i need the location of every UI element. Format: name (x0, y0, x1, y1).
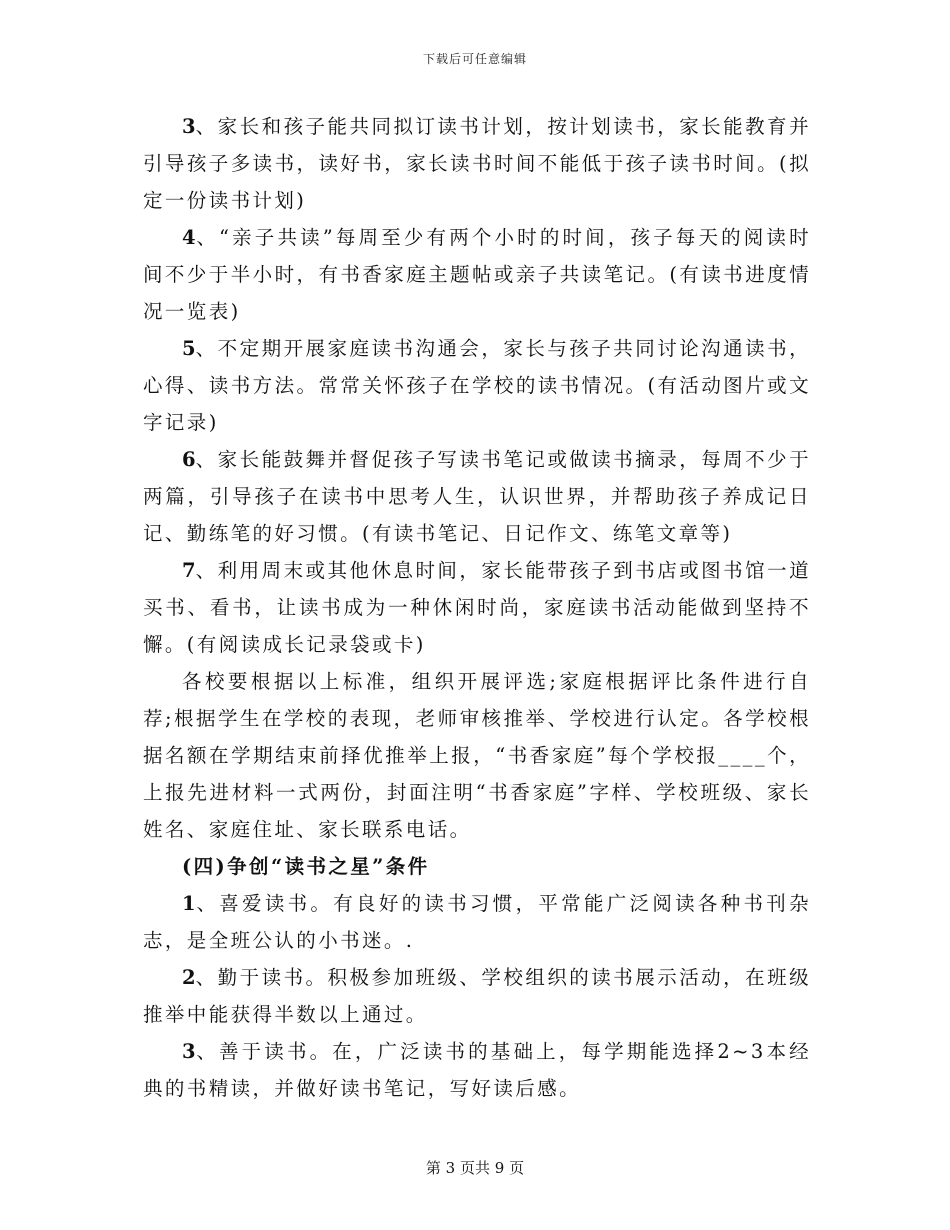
page-header-note: 下载后可任意编辑 (422, 52, 527, 66)
item-text: 、勤于读书。积极参加班级、学校组织的读书展示活动，在班级推举中能获得半数以上通过。 (143, 966, 811, 1026)
item-text: 、利用周末或其他休息时间，家长能带孩子到书店或图书馆一道买书、看书，让读书成为一种休闲时尚，家庭读书活动能做到坚持不懈。(有阅读成长记录袋或卡) (143, 559, 811, 656)
paragraph-item-3 (143, 108, 811, 219)
criteria-item-3 (143, 1033, 811, 1107)
page-number-footer: 第 3 页共 9 页 (425, 1159, 525, 1177)
paragraph-item-5 (143, 330, 811, 441)
item-text: 、善于读书。在，广泛读书的基础上，每学期能选择2~3本经典的书精读，并做好读书笔记，写好读后感。 (143, 1040, 811, 1100)
item-number: 4 (182, 226, 196, 249)
item-number: 5 (182, 337, 196, 360)
item-number: 1 (182, 892, 196, 915)
item-number: 2 (182, 966, 196, 989)
criteria-item-2 (143, 959, 811, 1033)
item-number: 3 (182, 115, 196, 138)
item-text: 、家长能鼓舞并督促孩子写读书笔记或做读书摘录，每周不少于两篇，引导孩子在读书中思考人生，认识世界，并帮助孩子养成记日记、勤练笔的好习惯。(有读书笔记、日记作文、练笔文章等) (143, 448, 811, 545)
item-text: 、不定期开展家庭读书沟通会，家长与孩子共同讨论沟通读书，心得、读书方法。常常关怀孩子在学校的读书情况。(有活动图片或文字记录) (143, 337, 811, 434)
item-text: 、家长和孩子能共同拟订读书计划，按计划读书，家长能教育并引导孩子多读书，读好书，家长读书时间不能低于孩子读书时间。(拟定一份读书计划) (143, 115, 811, 212)
paragraph-item-4 (143, 219, 811, 330)
item-number: 3 (182, 1040, 196, 1063)
paragraph-item-7 (143, 552, 811, 663)
summary-paragraph: 各校要根据以上标准，组织开展评选;家庭根据评比条件进行自荐;根据学生在学校的表现，老师审核推举、学校进行认定。各学校根据名额在学期结束前择优推举上报，“书香家庭”每个学校报____个，上报先进材料一式两份，封面注明“书香家庭”字样、学校班级、家长姓名、家庭住址、家长联系电话。 (143, 670, 811, 841)
item-text: 、喜爱读书。有良好的读书习惯，平常能广泛阅读各种书刊杂志，是全班公认的小书迷。. (143, 892, 811, 952)
item-number: 6 (182, 448, 196, 471)
document-body (143, 108, 811, 1107)
item-text: 、“亲子共读”每周至少有两个小时的时间，孩子每天的阅读时间不少于半小时，有书香家庭主题帖或亲子共读笔记。(有读书进度情况一览表) (143, 226, 811, 323)
paragraph-item-6 (143, 441, 811, 552)
item-number: 7 (182, 559, 196, 582)
section-heading: (四)争创“读书之星”条件 (182, 855, 430, 878)
criteria-item-1 (143, 885, 811, 959)
